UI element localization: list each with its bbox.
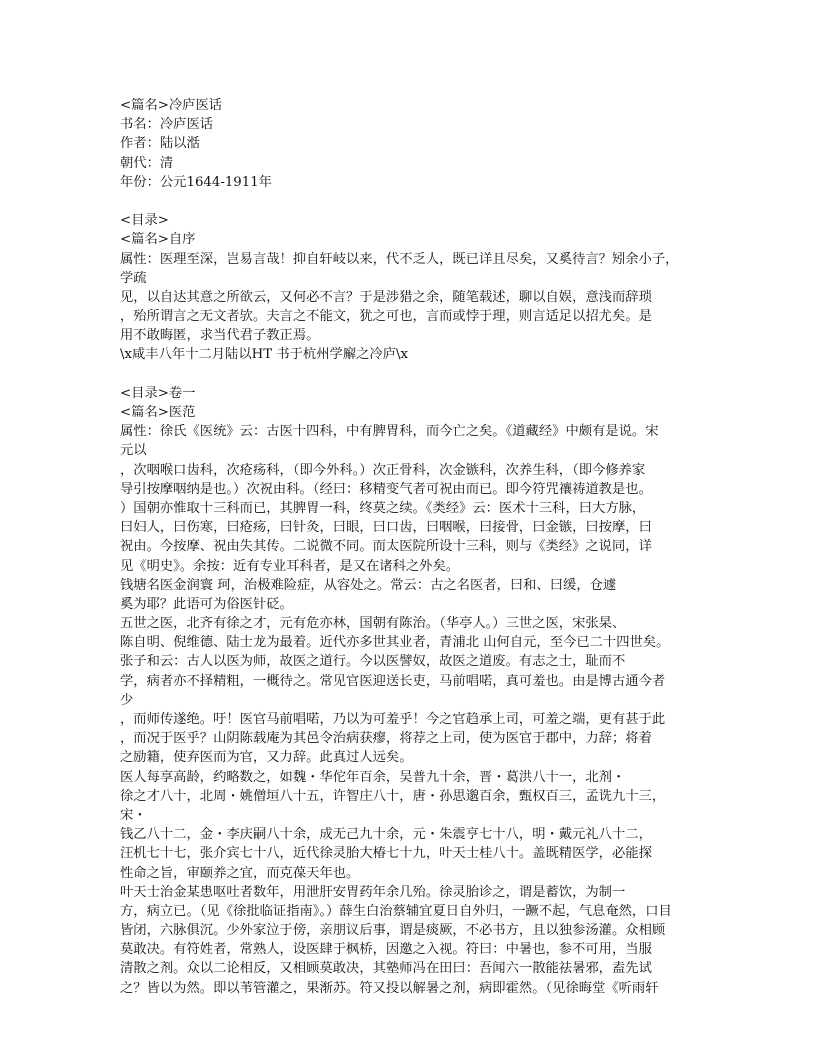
text-line: 叶天士治金某患呕吐者数年，用泄肝安胃药年余几殆。徐灵胎诊之，谓是蓄饮，为制一 (120, 884, 626, 900)
text-line: ，殆所谓言之无文者欤。夫言之不能文，犹之可也，言而或悖于理，则言适足以招尤矣。是 (120, 309, 652, 325)
text-line: 属性：徐氏《医统》云：古医十四科，中有脾胃科，而今亡之矣。《道藏经》中颇有是说。宋 (120, 424, 659, 440)
text-line: 钱塘名医金润寰 珂，治极难险症，从容处之。常云：古之名医者，曰和、曰缓，仓遽 (120, 577, 617, 593)
text-line: 汪机七十七，张介宾七十八，近代徐灵胎大椿七十九，叶天士桂八十。盖既精医学，必能探 (120, 846, 652, 862)
text-line: 曰妇人，曰伤寒，曰疮疡，曰针灸，曰眼，曰口齿，曰咽喉，曰接骨，曰金镞，曰按摩，曰 (120, 520, 652, 536)
blank-line (120, 192, 700, 211)
blank-line (120, 365, 700, 384)
text-line: 导引按摩咽纳是也。）次祝由科。（经曰：移精变气者可祝由而已。即今符咒禳祷道教是也。 (120, 481, 652, 497)
text-line: 性命之旨，审颐养之宜，而克葆天年也。 (120, 865, 360, 881)
text-line: ）国朝亦惟取十三科而已，其脾胃一科，终莫之续。《类经》云：医术十三科，曰大方脉， (120, 500, 646, 516)
text-line: 书名：冷庐医话 (120, 117, 214, 133)
text-line: 之？皆以为然。即以苇管灌之，果渐苏。符又投以解暑之剂，病即霍然。（见徐晦堂《听雨轩 (120, 980, 659, 996)
text-line: 用不敢晦匿，求当代君子教正焉。 (120, 328, 320, 344)
text-line: 祝由。今按摩、祝由失其传。二说微不同。而太医院所设十三科，则与《类经》之说同，详 (120, 539, 652, 555)
text-line: 朝代：清 (120, 155, 174, 171)
text-line: 年份：公元1644-1911年 (120, 174, 272, 190)
text-line: ，而况于医乎？山阴陈载庵为其邑令治病获瘳，将荐之上司，使为医官于郡中，力辞；将着 (120, 731, 652, 747)
text-line: 见，以自达其意之所欲云，又何必不言？于是涉猎之余，随笔载述，聊以自娱，意浅而辞琐 (120, 289, 652, 305)
text-line: <篇名>冷庐医话 (120, 98, 223, 113)
text-line: 张子和云：古人以医为师，故医之道行。今以医譬奴，故医之道废。有志之士，耻而不 (120, 654, 626, 670)
text-line: <目录> (120, 213, 169, 229)
text-line: ，而师传遂绝。吁！医官马前唱喏，乃以为可羞乎！今之官趋承上司，可羞之端，更有甚于此 (120, 712, 666, 727)
text-line: 宋・ (120, 807, 147, 823)
text-line: 徐之才八十，北周・姚僧垣八十五，许智庄八十，唐・孙思邈百余，甄权百三，孟诜九十三， (120, 788, 666, 804)
text-line: 医人每享高龄，约略数之，如魏・华佗年百余，吴普九十余，晋・葛洪八十一，北剂・ (120, 769, 626, 785)
text-line: <篇名>自序 (120, 232, 196, 248)
text-line: 作者：陆以湉 (120, 136, 200, 152)
text-line: 元以 (120, 443, 147, 459)
text-line: <目录>卷一 (120, 385, 196, 401)
text-line: 莫敢决。有符姓者，常熟人，设医肆于枫桥，因邀之入视。符曰：中暑也，参不可用，当服 (120, 942, 652, 958)
text-line: ，次咽喉口齿科，次疮疡科，（即今外科。）次正骨科，次金镞科，次养生科，（即今修养家 (120, 462, 646, 478)
text-line: 陈自明、倪维德、陆士龙为最着。近代亦多世其业者，青浦北 山何自元，至今已二十四世矣。 (120, 635, 670, 651)
text-line: 学疏 (120, 270, 147, 286)
text-line: 学，病者亦不择精粗，一概待之。常见官医迎送长吏，马前唱喏，真可羞也。由是博古通今者 (120, 673, 666, 689)
text-line: \x咸丰八年十二月陆以HT 书于杭州学廨之冷庐\x (120, 347, 408, 363)
text-line: 五世之医，北齐有徐之才，元有危亦林，国朝有陈治。（华亭人。）三世之医，宋张杲、 (120, 616, 626, 632)
text-line: 少 (120, 692, 134, 708)
text-line: <篇名>医范 (120, 405, 196, 420)
text-line: 方，病立已。（见《徐批临证指南》。）薛生白治蔡辅宜夏日自外归，一蹶不起，气息奄然，口目 (120, 903, 672, 919)
text-line: 属性：医理至深，岂易言哉！抑自轩岐以来，代不乏人，既已详且尽矣，又奚待言？矧余小子， (120, 251, 679, 267)
text-line: 奚为耶？此语可为俗医针砭。 (120, 596, 293, 612)
text-line: 之励籍，使弃医而为官，又力辞。此真过人远矣。 (120, 750, 413, 766)
document-body (120, 96, 700, 998)
text-line: 见《明史》。余按：近有专业耳科者，是又在诸科之外矣。 (120, 558, 460, 574)
text-line: 清散之剂。众以二论相反，又相顾莫敢决，其塾师冯在田曰：吾闻六一散能祛暑邪，盍先试 (120, 961, 652, 977)
text-line: 皆闭，六脉俱沉。少外家泣于傍，亲朋议后事，谓是痰厥，不必书方，且以独参汤灌。众相顾 (120, 923, 666, 939)
text-line: 钱乙八十二，金・李庆嗣八十余，成无己九十余，元・朱震亨七十八，明・戴元礼八十二， (120, 827, 652, 843)
